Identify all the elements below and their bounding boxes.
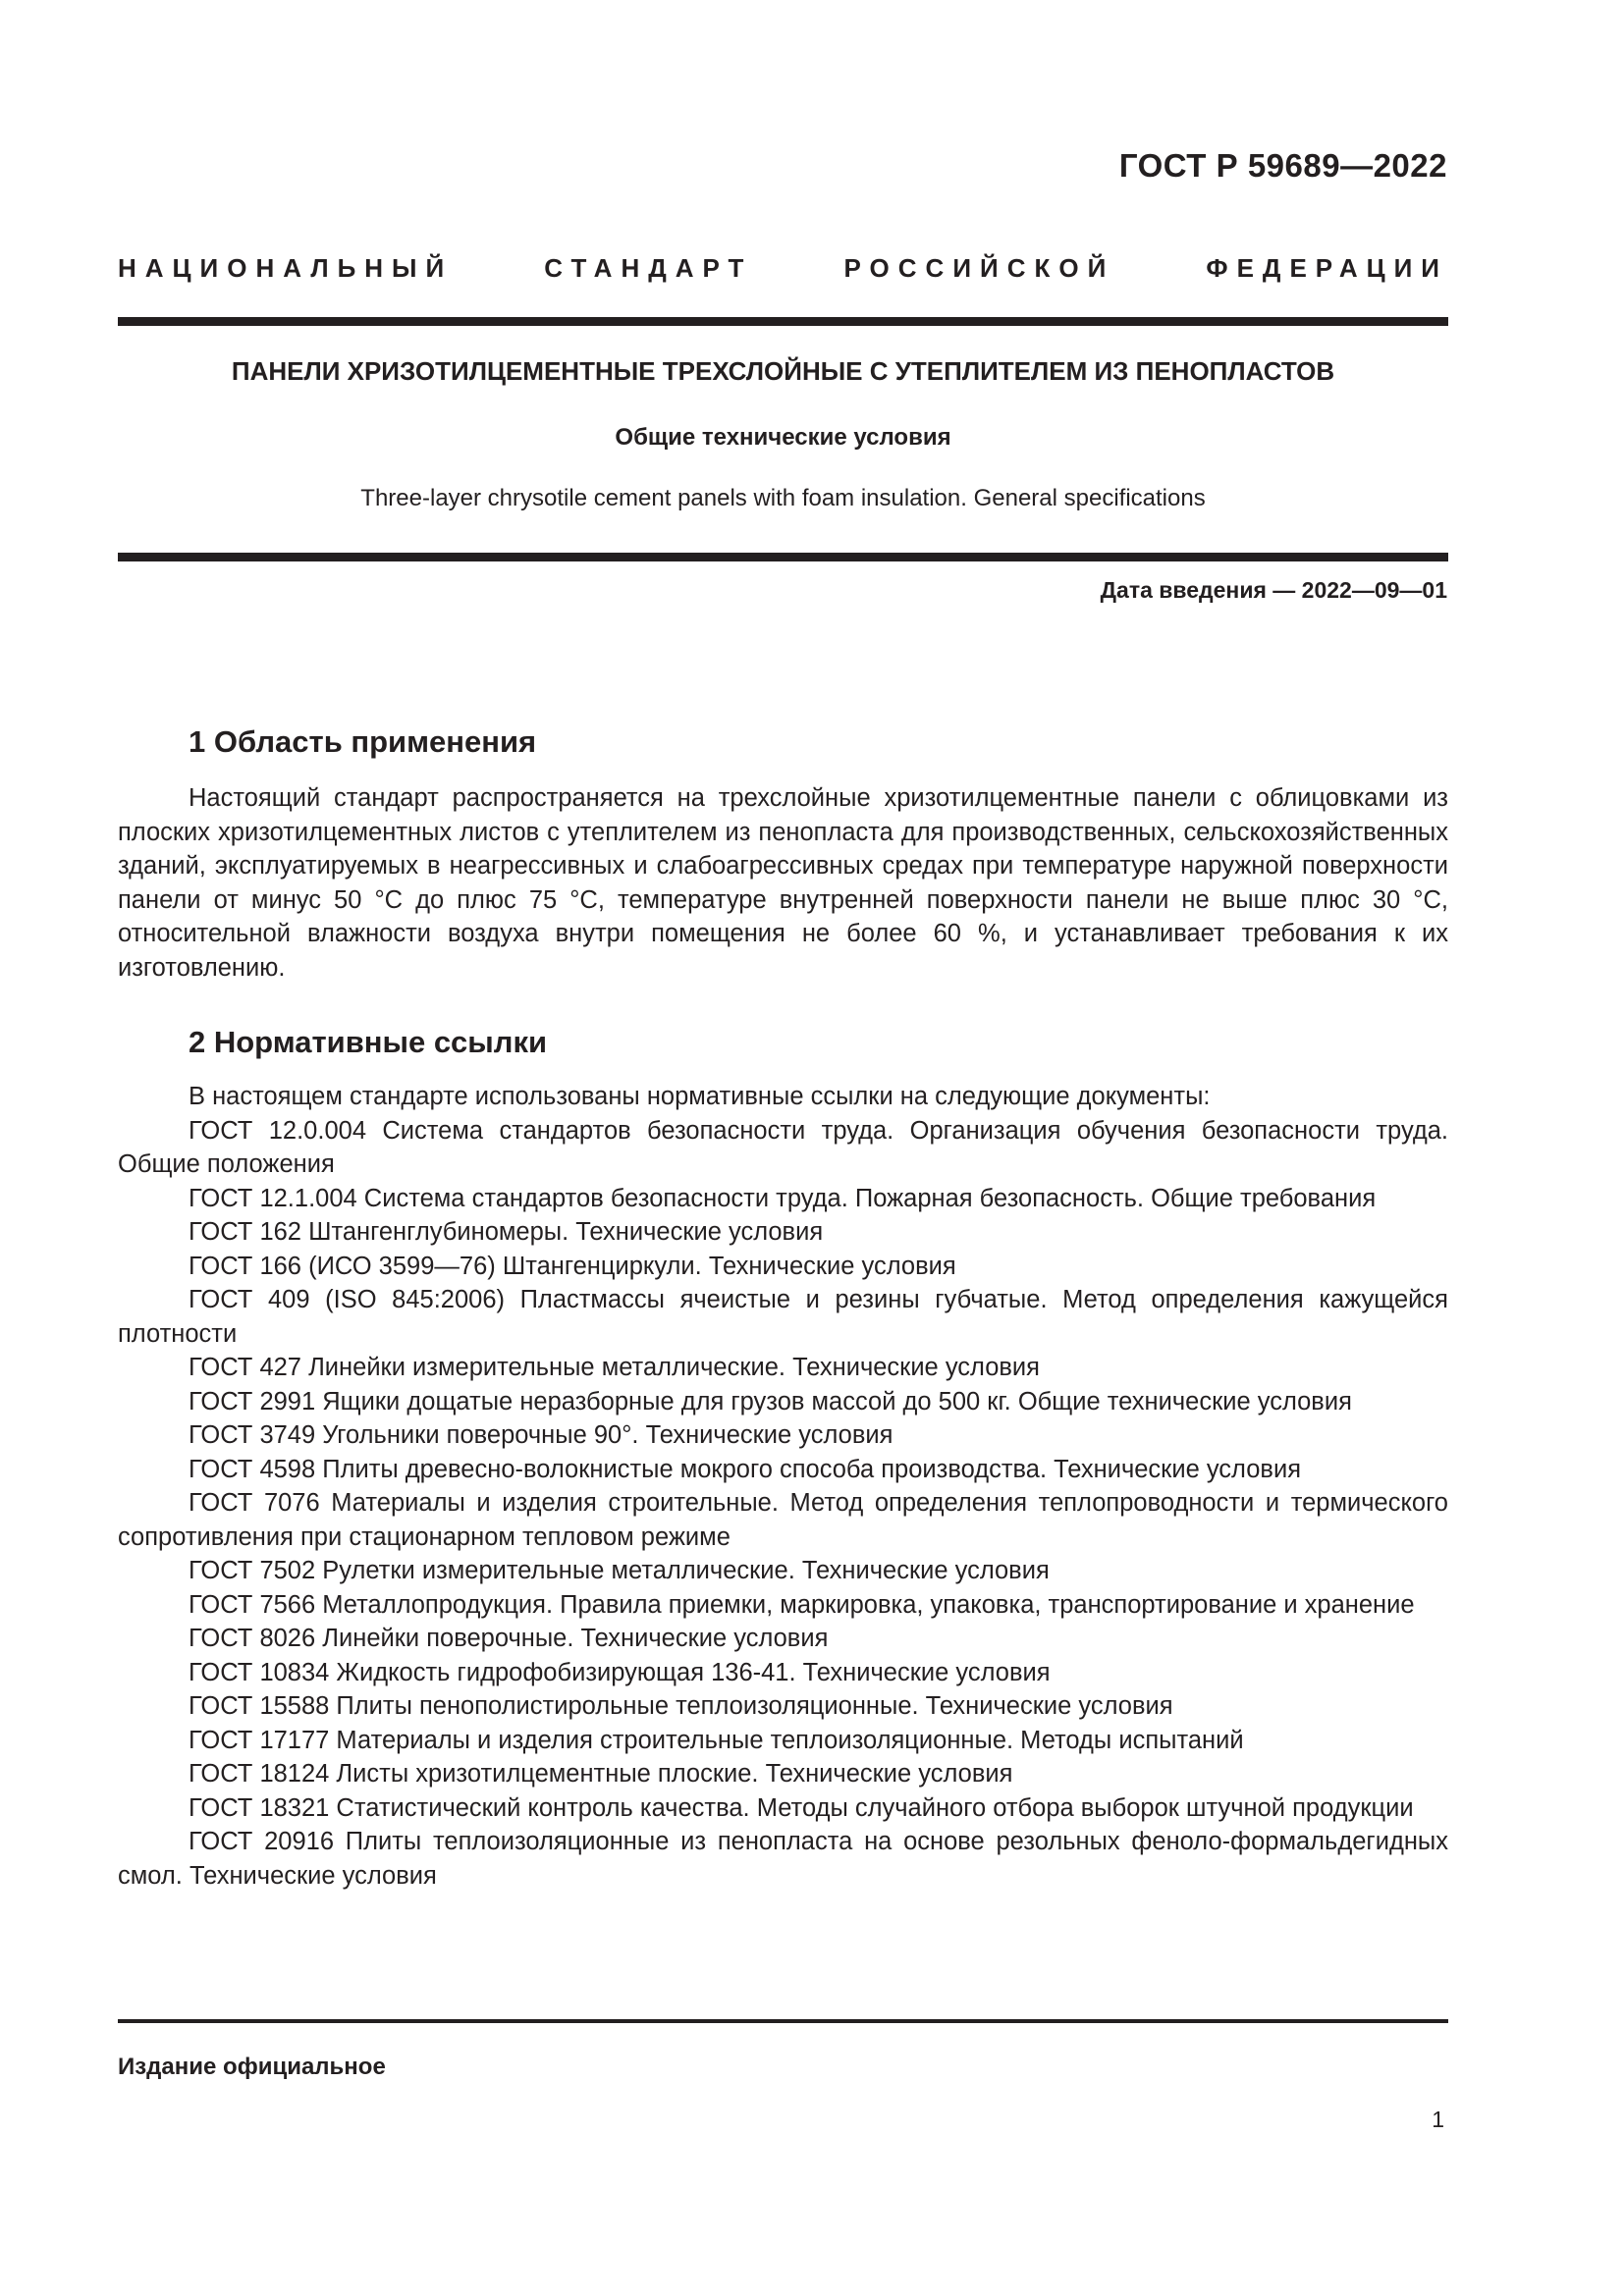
standard-number: ГОСТ Р 59689—2022 [1118, 147, 1447, 184]
section-heading: 1 Область применения [189, 724, 537, 759]
section-heading: 2 Нормативные ссылки [189, 1025, 548, 1059]
reference-item: ГОСТ 2991 Ящики дощатые неразборные для грузов массой до 500 кг. Общие технические условия [189, 1387, 1352, 1415]
reference-item: ГОСТ 7566 Металлопродукция. Правила приемки, маркировка, упаковка, транспортирование и хранение [189, 1590, 1415, 1619]
reference-item: ГОСТ 166 (ИСО 3599—76) Штангенциркули. Технические условия [189, 1252, 956, 1280]
reference-item: ГОСТ 17177 Материалы и изделия строительные теплоизоляционные. Методы испытаний [189, 1726, 1244, 1754]
header-divider [118, 317, 1448, 326]
document-english-title: Three-layer chrysotile cement panels with foam insulation. General specifications [360, 485, 1206, 511]
document-title: ПАНЕЛИ ХРИЗОТИЛЦЕМЕНТНЫЕ ТРЕХСЛОЙНЫЕ С УТЕПЛИТЕЛЕМ ИЗ ПЕНОПЛАСТОВ [231, 356, 1335, 386]
reference-item: ГОСТ 18321 Статистический контроль качества. Методы случайного отбора выборок штучной продукции [189, 1793, 1414, 1822]
document-subtitle: Общие технические условия [615, 424, 951, 451]
reference-item: ГОСТ 8026 Линейки поверочные. Технические условия [189, 1625, 829, 1652]
national-standard-banner: НАЦИОНАЛЬНЫЙ СТАНДАРТ РОССИЙСКОЙ ФЕДЕРАЦИИ [118, 253, 1448, 283]
reference-item: ГОСТ 4598 Плиты древесно-волокнистые мокрого способа производства. Технические условия [189, 1455, 1302, 1483]
reference-item: ГОСТ 12.1.004 Система стандартов безопасности труда. Пожарная безопасность. Общие требования [189, 1184, 1377, 1212]
section-normative-references [118, 1023, 1448, 1893]
reference-item: ГОСТ 409 (ISO 845:2006) Пластмассы ячеистые и резины губчатые. Метод определения кажущейся плотности [118, 1286, 1448, 1348]
footer-divider [118, 2019, 1448, 2023]
section-paragraph: В настоящем стандарте использованы нормативные ссылки на следующие документы: [189, 1083, 1211, 1110]
reference-item: ГОСТ 427 Линейки измерительные металлические. Технические условия [189, 1354, 1040, 1381]
reference-item: ГОСТ 15588 Плиты пенополистирольные теплоизоляционные. Технические условия [189, 1692, 1173, 1720]
introduction-date: Дата введения — 2022—09—01 [1100, 577, 1447, 603]
title-divider [118, 553, 1448, 561]
reference-item: ГОСТ 12.0.004 Система стандартов безопасности труда. Организация обучения безопасности труда. Общие положения [118, 1116, 1448, 1178]
page-number: 1 [1432, 2107, 1444, 2132]
reference-item: ГОСТ 7076 Материалы и изделия строительные. Метод определения теплопроводности и термического сопротивления при стационарном тепловом режиме [118, 1489, 1448, 1551]
reference-item: ГОСТ 18124 Листы хризотилцементные плоские. Технические условия [189, 1760, 1013, 1788]
section-scope [118, 722, 1448, 985]
official-edition-label: Издание официальное [118, 2054, 386, 2080]
section-paragraph: Настоящий стандарт распространяется на трехслойные хризотилцементные панели с облицовками из плоских хризотилцементных листов с утеплителем из пенопласта для производственных, сельскохозяйственных зданий, эксплуатируемых в неагрессивных и слабоагрессивных средах при температуре наружной поверхности панели от минус 50 °С до плюс 75 °С, температуре внутренней поверхности панели не выше плюс 30 °С, относительной влажности воздуха внутри помещения не более 60 %, и устанавливает требования к их изготовлению. [118, 784, 1448, 982]
reference-item: ГОСТ 10834 Жидкость гидрофобизирующая 136-41. Технические условия [189, 1658, 1051, 1686]
reference-item: ГОСТ 7502 Рулетки измерительные металлические. Технические условия [189, 1557, 1050, 1584]
reference-item: ГОСТ 162 Штангенглубиномеры. Технические условия [189, 1218, 824, 1246]
reference-item: ГОСТ 3749 Угольники поверочные 90°. Технические условия [189, 1421, 893, 1449]
reference-item: ГОСТ 20916 Плиты теплоизоляционные из пенопласта на основе резольных феноло-формальдегидных смол. Технические условия [118, 1828, 1448, 1890]
